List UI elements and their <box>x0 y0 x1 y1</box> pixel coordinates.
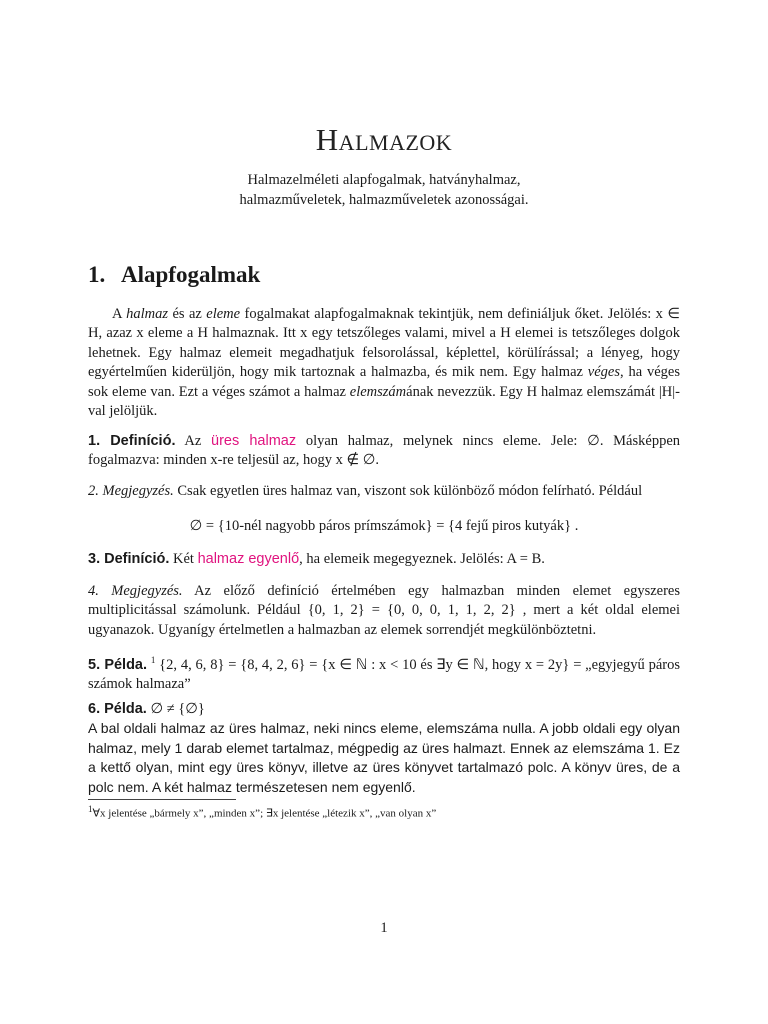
subtitle-line-1: Halmazelméleti alapfogalmak, hatványhalmaz, <box>247 172 521 188</box>
intro-text-1: A <box>112 306 127 322</box>
section-number: 1. <box>88 262 106 287</box>
note-2 <box>88 482 680 501</box>
note-4-label: 4. Megjegyzés. <box>88 583 183 599</box>
note-2-label: 2. Megjegyzés. <box>88 483 174 499</box>
definition-1-term: üres halmaz <box>211 433 297 449</box>
definition-3-term: halmaz egyenlő <box>197 551 300 567</box>
footnote-mark: 1 <box>88 804 93 814</box>
example-6 <box>88 700 680 797</box>
intro-term-halmaz: halmaz <box>126 306 169 322</box>
document-title: Halmazok <box>315 122 453 157</box>
intro-term-elemszam: elemszám <box>349 383 407 400</box>
footnote-divider <box>88 799 236 800</box>
intro-term-eleme: eleme <box>206 306 241 322</box>
example-5-label: 5. Példa. <box>88 656 148 673</box>
intro-text-2: és az <box>168 306 207 322</box>
intro-term-veges: véges <box>587 364 620 381</box>
intro-text-5: ának nevezzük. Egy H halmaz elemszámát |H|-val jelöljük. <box>88 383 680 420</box>
definition-3-label: 3. Definíció. <box>88 551 170 567</box>
example-6-text: A bal oldali halmaz az üres halmaz, neki nincs eleme, elemszáma nulla. A jobb oldali egy olyan halmaz, mely 1 darab elemet tartalmaz, mégpedig az üres halmazt. Ennek az elemszáma 1. Ez a kettő olyan, mint egy üres könyv, illetve az üres könyvet tartalmazó polc. A könyv üres, de a polc nem. A két halmaz természetesen nem egyenlő. <box>88 720 680 795</box>
example-6-label: 6. Példa. <box>88 701 147 717</box>
section-title: Alapfogalmak <box>121 262 261 287</box>
document-subtitle <box>0 170 768 210</box>
footnote-text: ∀x jelentése „bármely x”, „minden x”; ∃x jelentése „létezik x”, „van olyan x” <box>92 807 437 820</box>
definition-1 <box>88 432 680 471</box>
definition-3-text-2: , ha elemeik megegyeznek. Jelölés: A = B. <box>299 551 545 567</box>
intro-text-3: fogalmakat alapfogalmaknak tekintjük, nem definiáljuk őket. Jelölés: x ∈ H, azaz x eleme a H halmaznak. Itt x egy tetszőleges valami, mivel a H elemei is tetszőleges dolgok lehetnek. Egy halmaz elemeit megadhatjuk felsorolással, képlettel, körülírással; a lényeg, hogy egyértelműen kiderüljön, hogy mik tartoznak a halmazba, és mik nem. Egy halmaz <box>88 306 681 381</box>
note-4-text: Az előző definíció értelmében egy halmazban minden elemet egyszeres multiplicitással számolunk. Például {0, 1, 2} = {0, 0, 0, 1, 1, 2, 2} , mert a két oldal elemei ugyanazok. Ugyanígy értelmetlen a halmazban az elemek sorrendjét megkülönböztetni. <box>88 583 680 638</box>
subtitle-line-2: halmazműveletek, halmazműveletek azonosságai. <box>239 192 529 208</box>
definition-1-label: 1. Definíció. <box>88 433 176 449</box>
footnote <box>88 802 680 821</box>
page-number: 1 <box>380 920 388 936</box>
definition-3 <box>88 550 680 569</box>
example-5-text: {2, 4, 6, 8} = {8, 4, 2, 6} = {x ∈ ℕ : x < 10 és ∃y ∈ ℕ, hogy x = 2y} = „egyjegyű páros számok halmaza” <box>88 656 680 693</box>
example-6-formula: ∅ ≠ {∅} <box>146 701 205 717</box>
definition-1-text-2: olyan halmaz, melynek nincs eleme. Jele: ∅. Másképpen fogalmazva: minden x-re teljesül az, hogy x ∉ ∅. <box>88 433 680 469</box>
footnote-ref: 1 <box>150 655 156 665</box>
intro-text-4: , ha véges sok eleme van. Ezt a véges számot a halmaz <box>88 364 680 400</box>
definition-3-text-1: Két <box>169 551 198 567</box>
intro-paragraph <box>88 305 680 421</box>
example-5 <box>88 651 680 695</box>
section-heading <box>88 262 260 288</box>
definition-1-text-1: Az <box>175 433 212 449</box>
note-2-formula: ∅ = {10-nél nagyobb páros prímszámok} = {4 fejű piros kutyák} . <box>189 518 579 534</box>
note-2-text: Csak egyetlen üres halmaz van, viszont sok különböző módon felírható. Például <box>173 483 643 499</box>
note-4 <box>88 582 680 640</box>
